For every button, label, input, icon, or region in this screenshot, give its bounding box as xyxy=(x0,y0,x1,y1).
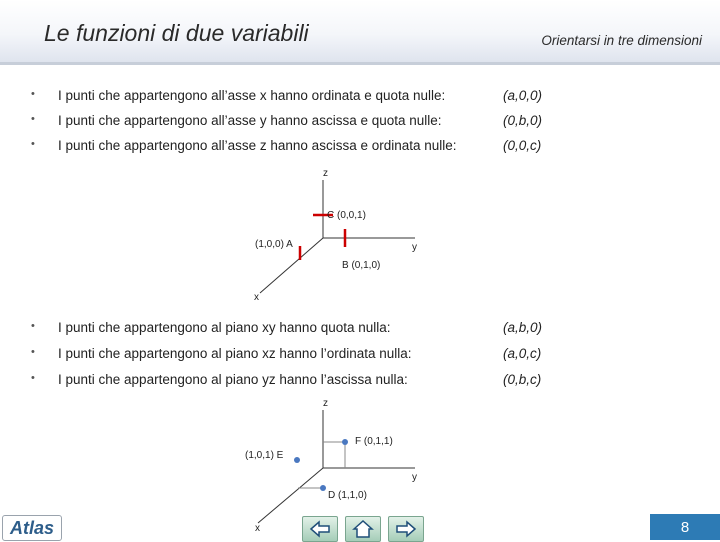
bullet: • xyxy=(31,113,35,125)
previous-slide-button[interactable] xyxy=(302,516,338,542)
z-axis-label: z xyxy=(323,168,328,179)
point-c-label: C (0,0,1) xyxy=(327,210,366,221)
point-b-label: B (0,1,0) xyxy=(342,260,381,271)
y-axis-label: y xyxy=(412,472,417,483)
point-f-label: F (0,1,1) xyxy=(355,436,393,447)
next-slide-button[interactable] xyxy=(388,516,424,542)
bullet: • xyxy=(31,138,35,150)
axis-x-coordinates: (a,0,0) xyxy=(503,88,543,103)
axis-x-statement: I punti che appartengono all’asse x hanno ordinata e quota nulle: xyxy=(58,88,446,103)
atlas-logo: Atlas xyxy=(2,515,62,541)
point-e-label: (1,0,1) E xyxy=(245,450,284,461)
plane-xz-coordinates: (a,0,c) xyxy=(503,346,542,361)
plane-xy-statement: I punti che appartengono al piano xy hanno quota nulla: xyxy=(58,320,391,335)
bullet: • xyxy=(31,372,35,384)
arrow-left-icon xyxy=(303,517,337,541)
point-d xyxy=(320,485,326,491)
plane-xy-coordinates: (a,b,0) xyxy=(503,320,543,335)
point-f xyxy=(342,439,348,445)
home-button[interactable] xyxy=(345,516,381,542)
bullet: • xyxy=(31,88,35,100)
plane-yz-coordinates: (0,b,c) xyxy=(503,372,542,387)
slide-subtitle: Orientarsi in tre dimensioni xyxy=(541,33,702,48)
z-axis-label: z xyxy=(323,398,328,409)
axis-y-statement: I punti che appartengono all’asse y hanno ascissa e quota nulle: xyxy=(58,113,442,128)
axis-z-coordinates: (0,0,c) xyxy=(503,138,542,153)
axis-y-coordinates: (0,b,0) xyxy=(503,113,543,128)
y-axis-label: y xyxy=(412,242,417,253)
bullet: • xyxy=(31,320,35,332)
x-axis-label: x xyxy=(255,523,260,534)
plane-yz-statement: I punti che appartengono al piano yz hanno l’ascissa nulla: xyxy=(58,372,408,387)
axis-z-statement: I punti che appartengono all’asse z hanno ascissa e ordinata nulle: xyxy=(58,138,457,153)
point-a-label: (1,0,0) A xyxy=(255,239,293,250)
home-icon xyxy=(346,517,380,541)
arrow-right-icon xyxy=(389,517,423,541)
bullet: • xyxy=(31,346,35,358)
page-number: 8 xyxy=(650,514,720,540)
x-axis-label: x xyxy=(254,292,259,303)
point-e xyxy=(294,457,300,463)
plane-xz-statement: I punti che appartengono al piano xz hanno l’ordinata nulla: xyxy=(58,346,412,361)
x-axis xyxy=(258,468,323,523)
point-d-label: D (1,1,0) xyxy=(328,490,367,501)
slide-title: Le funzioni di due variabili xyxy=(44,20,309,46)
